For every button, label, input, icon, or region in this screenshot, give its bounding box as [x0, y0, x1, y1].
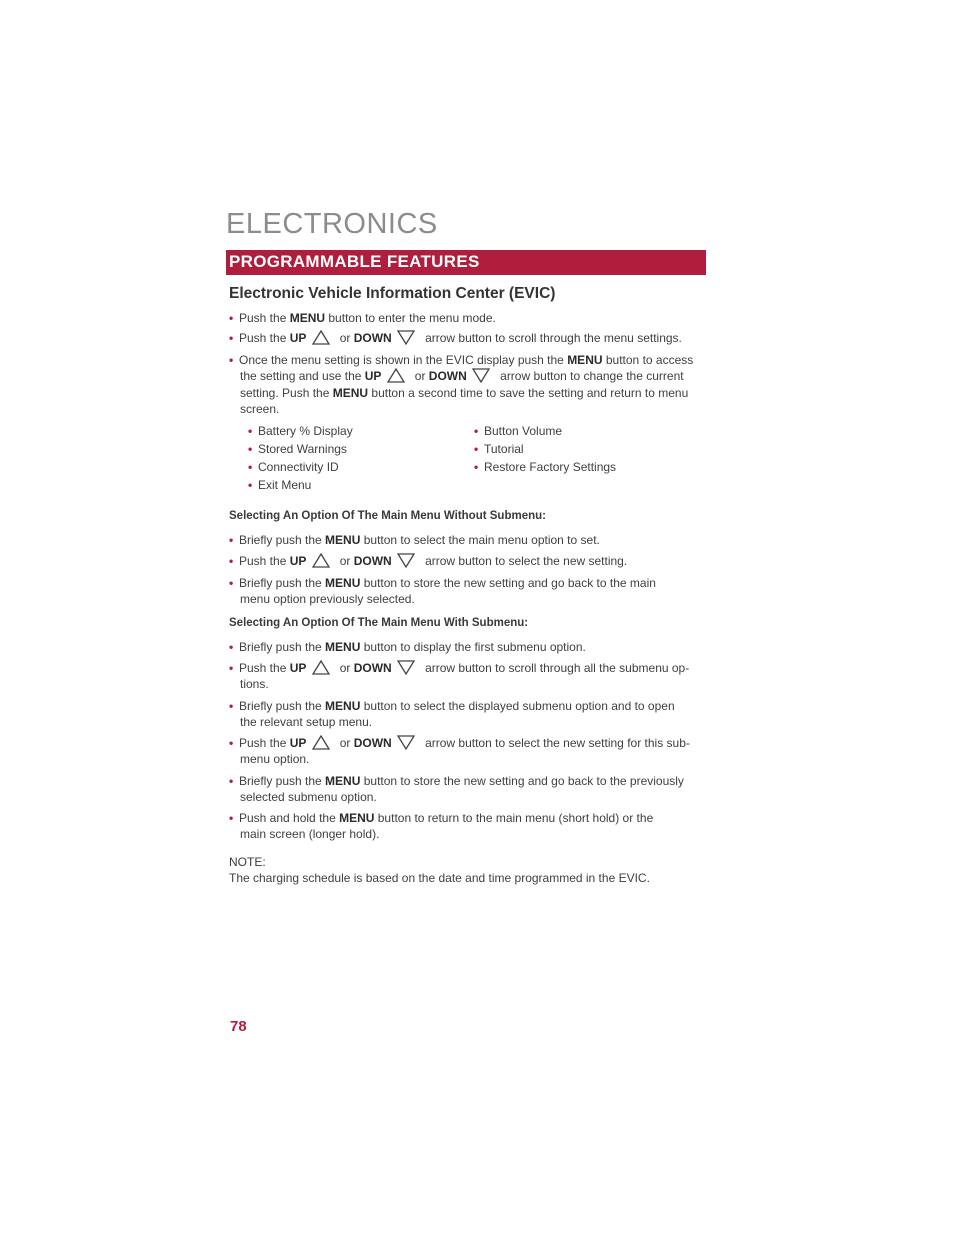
- text: arrow button to scroll through the menu settings.: [425, 331, 682, 345]
- menu-item-label: Stored Warnings: [258, 442, 347, 456]
- text: setting. Push the: [240, 386, 333, 400]
- bullet-icon: •: [474, 424, 479, 438]
- text: button to enter the menu mode.: [325, 311, 496, 325]
- bullet-icon: •: [229, 353, 234, 367]
- with-submenu-bullet-6-line-2: main screen (longer hold).: [240, 827, 380, 841]
- evic-bullet-3-line-3: [240, 385, 688, 401]
- up-arrow-icon: [312, 553, 330, 568]
- text: Push the: [239, 331, 290, 345]
- with-submenu-bullet-3: [229, 698, 675, 714]
- menu-key: MENU: [567, 353, 603, 367]
- up-key: UP: [289, 736, 307, 750]
- menu-key: MENU: [289, 311, 326, 325]
- bullet-icon: •: [229, 736, 234, 750]
- note-heading: NOTE:: [229, 855, 266, 869]
- menu-key: MENU: [325, 774, 361, 788]
- note-text: The charging schedule is based on the date and time programmed in the EVIC.: [229, 871, 650, 885]
- text: button to select the main menu option to set.: [360, 533, 600, 547]
- evic-bullet-2: [229, 330, 682, 346]
- page-number: 78: [230, 1018, 247, 1035]
- text: Briefly push the: [239, 699, 326, 713]
- up-key: UP: [289, 661, 307, 675]
- bullet-icon: •: [248, 442, 253, 456]
- bullet-icon: •: [229, 576, 234, 590]
- with-submenu-bullet-3-line-2: the relevant setup menu.: [240, 715, 373, 729]
- up-key: UP: [289, 554, 307, 568]
- text: Push and hold the: [239, 811, 340, 825]
- text: button to return to the main menu (short hold) or the: [374, 811, 654, 825]
- evic-heading: Electronic Vehicle Information Center (EVIC): [229, 285, 556, 302]
- text: or: [414, 369, 426, 383]
- text: or: [339, 331, 351, 345]
- text: Briefly push the: [239, 774, 326, 788]
- without-submenu-bullet-3-line-2: menu option previously selected.: [240, 592, 415, 606]
- menu-key: MENU: [332, 386, 369, 400]
- text: button to display the first submenu option.: [360, 640, 586, 654]
- down-arrow-icon: [397, 553, 415, 568]
- bullet-icon: •: [248, 460, 253, 474]
- menu-item-label: Tutorial: [484, 442, 524, 456]
- without-submenu-bullet-1: [229, 532, 600, 548]
- bullet-icon: •: [248, 478, 253, 492]
- text: the setting and use the: [240, 369, 365, 383]
- menu-item-label: Button Volume: [484, 424, 563, 438]
- text: arrow button to change the current: [500, 369, 684, 383]
- evic-bullet-1: [229, 310, 496, 326]
- up-arrow-icon: [387, 368, 405, 383]
- down-arrow-icon: [397, 735, 415, 750]
- bullet-icon: •: [229, 699, 234, 713]
- section-title: ELECTRONICS: [226, 208, 438, 240]
- menu-item-label: Exit Menu: [258, 478, 312, 492]
- bullet-icon: •: [229, 640, 234, 654]
- with-submenu-bullet-1: [229, 639, 586, 655]
- bullet-icon: •: [229, 774, 234, 788]
- bullet-icon: •: [229, 311, 234, 325]
- down-key: DOWN: [353, 661, 392, 675]
- bullet-icon: •: [229, 331, 234, 345]
- text: button to store the new setting and go back to the previously: [360, 774, 684, 788]
- menu-key: MENU: [325, 576, 361, 590]
- down-key: DOWN: [353, 554, 392, 568]
- evic-bullet-3-line-2: [240, 368, 684, 384]
- bullet-icon: •: [229, 661, 234, 675]
- menu-item: [248, 441, 347, 457]
- banner-title: PROGRAMMABLE FEATURES: [229, 252, 480, 271]
- with-submenu-bullet-4: [229, 735, 690, 751]
- down-arrow-icon: [397, 660, 415, 675]
- down-key: DOWN: [353, 736, 392, 750]
- menu-item: [248, 423, 353, 439]
- with-submenu-bullet-4-line-2: menu option.: [240, 752, 310, 766]
- text: Push the: [239, 661, 290, 675]
- menu-item: [474, 459, 616, 475]
- text: arrow button to select the new setting.: [425, 554, 628, 568]
- text: Once the menu setting is shown in the EVIC display push the: [239, 353, 568, 367]
- text: or: [339, 661, 351, 675]
- menu-item: [248, 477, 311, 493]
- menu-item-label: Battery % Display: [258, 424, 353, 438]
- menu-item: [474, 423, 562, 439]
- down-arrow-icon: [397, 330, 415, 345]
- menu-key: MENU: [325, 533, 361, 547]
- text: button to access: [602, 353, 694, 367]
- bullet-icon: •: [229, 811, 234, 825]
- without-submenu-heading: Selecting An Option Of The Main Menu Without Submenu:: [229, 510, 546, 522]
- menu-key: MENU: [325, 699, 361, 713]
- bullet-icon: •: [229, 533, 234, 547]
- with-submenu-bullet-5-line-2: selected submenu option.: [240, 790, 377, 804]
- evic-bullet-3-line-4: screen.: [240, 402, 280, 416]
- with-submenu-bullet-5: [229, 773, 684, 789]
- text: Briefly push the: [239, 533, 326, 547]
- down-arrow-icon: [472, 368, 490, 383]
- without-submenu-bullet-3: [229, 575, 656, 591]
- down-key: DOWN: [353, 331, 392, 345]
- text: button a second time to save the setting and return to menu: [368, 386, 689, 400]
- evic-bullet-3: [229, 352, 693, 368]
- text: button to select the displayed submenu option and to open: [360, 699, 675, 713]
- menu-item: [474, 441, 524, 457]
- bullet-icon: •: [248, 424, 253, 438]
- text: Push the: [239, 736, 290, 750]
- up-arrow-icon: [312, 735, 330, 750]
- menu-key: MENU: [339, 811, 375, 825]
- without-submenu-bullet-2: [229, 553, 627, 569]
- bullet-icon: •: [229, 554, 234, 568]
- bullet-icon: •: [474, 460, 479, 474]
- up-key: UP: [289, 331, 307, 345]
- text: Briefly push the: [239, 576, 326, 590]
- text: button to store the new setting and go back to the main: [360, 576, 656, 590]
- with-submenu-bullet-2: [229, 660, 689, 676]
- up-key: UP: [364, 369, 382, 383]
- bullet-icon: •: [474, 442, 479, 456]
- text: Briefly push the: [239, 640, 326, 654]
- text: arrow button to select the new setting for this sub-: [425, 736, 690, 750]
- up-arrow-icon: [312, 660, 330, 675]
- text: arrow button to scroll through all the submenu op-: [425, 661, 690, 675]
- text: Push the: [239, 554, 290, 568]
- text: Push the: [239, 311, 290, 325]
- down-key: DOWN: [428, 369, 467, 383]
- with-submenu-heading: Selecting An Option Of The Main Menu With Submenu:: [229, 617, 529, 629]
- text: or: [339, 554, 351, 568]
- menu-key: MENU: [325, 640, 361, 654]
- with-submenu-bullet-2-line-2: tions.: [240, 677, 269, 691]
- text: or: [339, 736, 351, 750]
- menu-item-label: Restore Factory Settings: [484, 460, 617, 474]
- with-submenu-bullet-6: [229, 810, 653, 826]
- menu-item: [248, 459, 339, 475]
- up-arrow-icon: [312, 330, 330, 345]
- menu-item-label: Connectivity ID: [258, 460, 339, 474]
